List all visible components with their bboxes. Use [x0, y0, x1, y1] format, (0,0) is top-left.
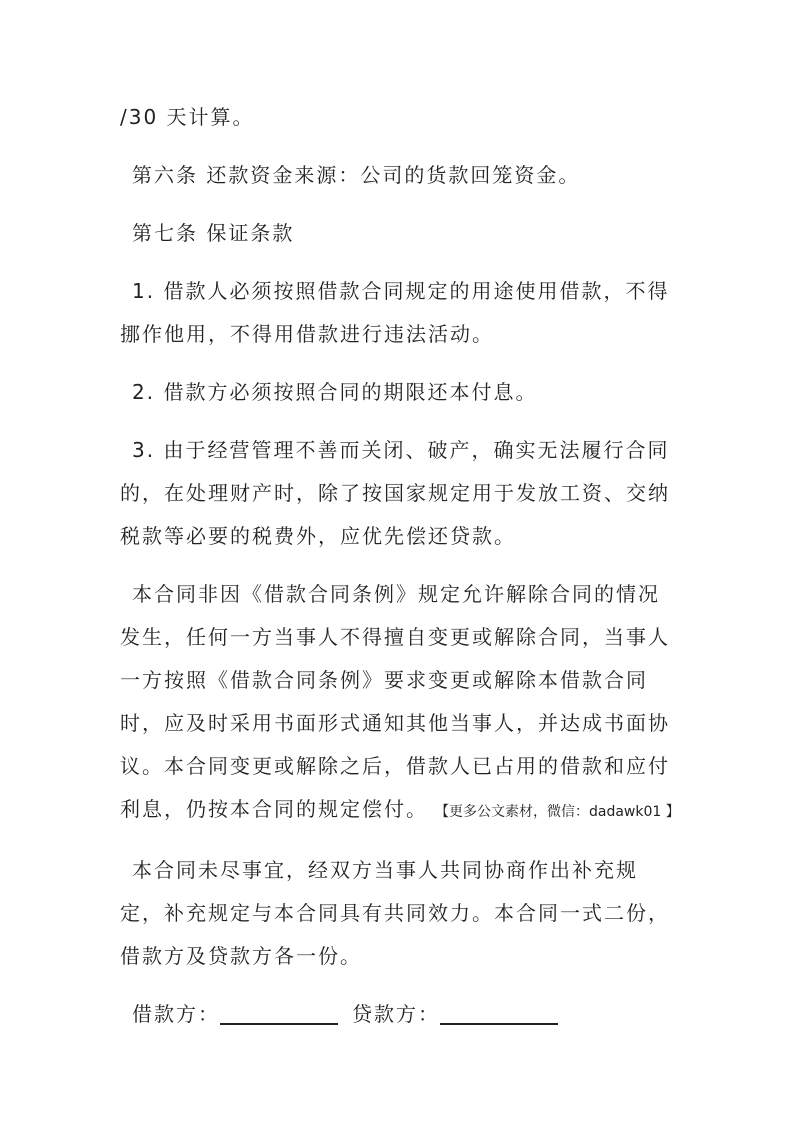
lender-label: 贷款方： [352, 1002, 440, 1026]
article-6: 第六条 还款资金来源：公司的货款回笼资金。 [132, 163, 581, 187]
clause-2: 2. 借款方必须按照合同的期限还本付息。 [132, 380, 538, 404]
modification-text: 本合同非因《借款合同条例》规定允许解除合同的情况发生，任何一方当事人不得擅自变更或解除合同，当事人一方按照《借款合同条例》要求变更或解除本借款合同时，应及时采用书面形式通知其他当事人，并达成书面协议。本合同变更或解除之后，借款人已占用的借款和应付利息，仍按本合同的规定偿付。 [120, 582, 670, 821]
signature-line [120, 993, 680, 1036]
modification-paragraph [120, 573, 680, 834]
supplement-paragraph: 本合同未尽事宜，经双方当事人共同协商作出补充规定，补充规定与本合同具有共同效力。本合同一式二份，借款方及贷款方各一份。 [120, 858, 670, 968]
borrower-signature-blank [220, 1001, 338, 1025]
continuation-line: /30 天计算。 [120, 105, 255, 129]
document-body [120, 96, 680, 1051]
clause-1: 1. 借款人必须按照借款合同规定的用途使用借款，不得挪作他用，不得用借款进行违法活动。 [120, 279, 670, 346]
borrower-label: 借款方： [132, 1002, 220, 1026]
clause-3: 3. 由于经营管理不善而关闭、破产，确实无法履行合同的，在处理财产时，除了按国家规定用于发放工资、交纳税款等必要的税费外，应优先偿还贷款。 [120, 438, 670, 548]
article-7-title: 第七条 保证条款 [132, 221, 295, 245]
promo-note: 【更多公文素材，微信：dadawk01 】 [442, 804, 680, 820]
lender-signature-blank [440, 1001, 558, 1025]
